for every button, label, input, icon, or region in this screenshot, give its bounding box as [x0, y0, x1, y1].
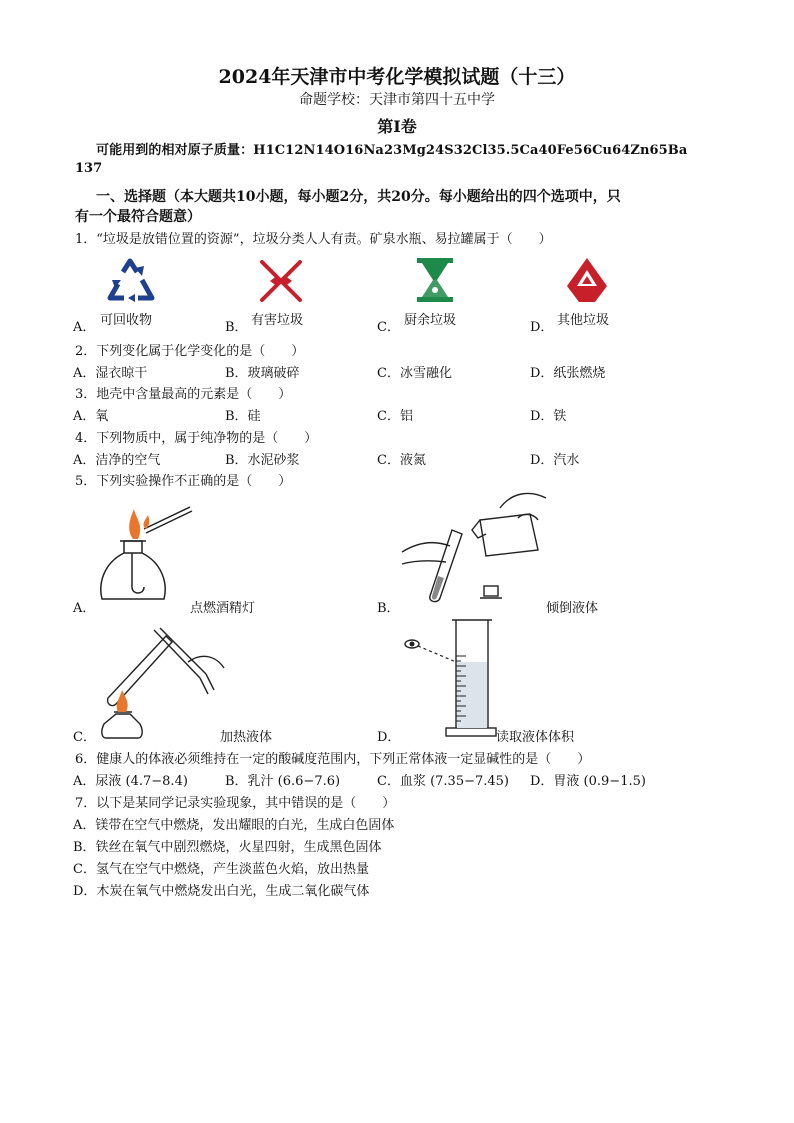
q7-option-d[interactable]: D．木炭在氧气中燃烧发出白光，生成二氧化碳气体	[73, 884, 370, 899]
section-heading-line-2: 有一个最符合题意）	[75, 209, 201, 225]
q1-option-d-letter[interactable]: D．	[530, 320, 554, 335]
recycle-icon	[106, 258, 156, 304]
section-heading-line-1: 一、选择题（本大题共10小题，每小题2分，共20分。每小题给出的四个选项中，只	[96, 189, 621, 205]
q7-stem: 7．以下是某同学记录实验现象，其中错误的是（ ）	[75, 796, 396, 811]
q2-option-b[interactable]: B．玻璃破碎	[225, 366, 300, 381]
page-title: 2024年天津市中考化学模拟试题（十三）	[218, 66, 576, 88]
q1-option-b-label: 有害垃圾	[251, 313, 304, 328]
q3-option-b[interactable]: B．硅	[225, 409, 261, 424]
q5-option-c-label: 加热液体	[220, 730, 273, 745]
page-subtitle: 命题学校：天津市第四十五中学	[299, 92, 495, 108]
q2-option-a[interactable]: A．湿衣晾干	[73, 366, 148, 381]
q4-option-b[interactable]: B．水泥砂浆	[225, 453, 300, 468]
q6-option-c[interactable]: C．血浆 (7.35−7.45)	[377, 774, 510, 789]
q1-option-a-letter[interactable]: A．	[73, 320, 96, 335]
volume-heading: 第Ⅰ卷	[377, 117, 417, 136]
q2-option-d[interactable]: D．纸张燃烧	[530, 366, 606, 381]
q3-option-c[interactable]: C．铝	[377, 409, 413, 424]
q4-option-a[interactable]: A．洁净的空气	[73, 453, 161, 468]
q1-option-c-letter[interactable]: C．	[377, 320, 400, 335]
q6-stem: 6．健康人的体液必须维持在一定的酸碱度范围内，下列正常体液一定显碱性的是（ ）	[75, 752, 591, 767]
q3-option-d[interactable]: D．铁	[530, 409, 567, 424]
alcohol-lamp-icon	[94, 505, 194, 607]
q6-option-b[interactable]: B．乳汁 (6.6−7.6)	[225, 774, 341, 789]
q3-stem: 3．地壳中含量最高的元素是（ ）	[75, 387, 292, 402]
q5-option-d-label: 读取液体体积	[496, 730, 575, 745]
q7-option-c[interactable]: C．氢气在空气中燃烧，产生淡蓝色火焰，放出热量	[73, 862, 369, 877]
kitchen-waste-icon	[415, 256, 455, 304]
hazardous-icon	[258, 258, 304, 304]
q6-option-d[interactable]: D．胃液 (0.9−1.5)	[530, 774, 646, 789]
other-waste-icon	[565, 256, 609, 304]
q6-option-a[interactable]: A．尿液 (4.7−8.4)	[73, 774, 188, 789]
q5-option-b-letter[interactable]: B．	[377, 601, 400, 616]
q1-option-d-label: 其他垃圾	[557, 313, 610, 328]
q5-option-b-label: 倾倒液体	[546, 601, 599, 616]
q5-option-c-letter[interactable]: C．	[73, 730, 96, 745]
q1-stem: 1．“垃圾是放错位置的资源”，垃圾分类人人有责。矿泉水瓶、易拉罐属于（ ）	[75, 232, 552, 247]
q5-option-a-letter[interactable]: A．	[73, 601, 96, 616]
q4-option-c[interactable]: C．液氮	[377, 453, 426, 468]
q5-option-a-label: 点燃酒精灯	[190, 601, 256, 616]
atomic-mass-line-2: 137	[75, 161, 103, 176]
q4-option-d[interactable]: D．汽水	[530, 453, 580, 468]
q7-option-b[interactable]: B．铁丝在氧气中剧烈燃烧，火星四射，生成黑色固体	[73, 840, 382, 855]
q2-stem: 2．下列变化属于化学变化的是（ ）	[75, 344, 305, 359]
q1-option-a-label: 可回收物	[100, 313, 153, 328]
atomic-mass-line-1: 可能用到的相对原子质量：H1C12N14O16Na23Mg24S32Cl35.5Ca40Fe56Cu64Zn65Ba	[96, 143, 688, 158]
q2-option-c[interactable]: C．冰雪融化	[377, 366, 452, 381]
q1-option-b-letter[interactable]: B．	[225, 320, 248, 335]
q3-option-a[interactable]: A．氧	[73, 409, 109, 424]
graduated-cylinder-icon	[404, 616, 500, 738]
q4-stem: 4．下列物质中，属于纯净物的是（ ）	[75, 431, 318, 446]
q5-stem: 5．下列实验操作不正确的是（ ）	[75, 474, 292, 489]
q5-option-d-letter[interactable]: D．	[377, 730, 401, 745]
q1-option-c-label: 厨余垃圾	[404, 313, 457, 328]
heat-liquid-icon	[96, 628, 226, 740]
pour-liquid-icon	[400, 490, 550, 606]
q7-option-a[interactable]: A．镁带在空气中燃烧，发出耀眼的白光，生成白色固体	[73, 818, 395, 833]
